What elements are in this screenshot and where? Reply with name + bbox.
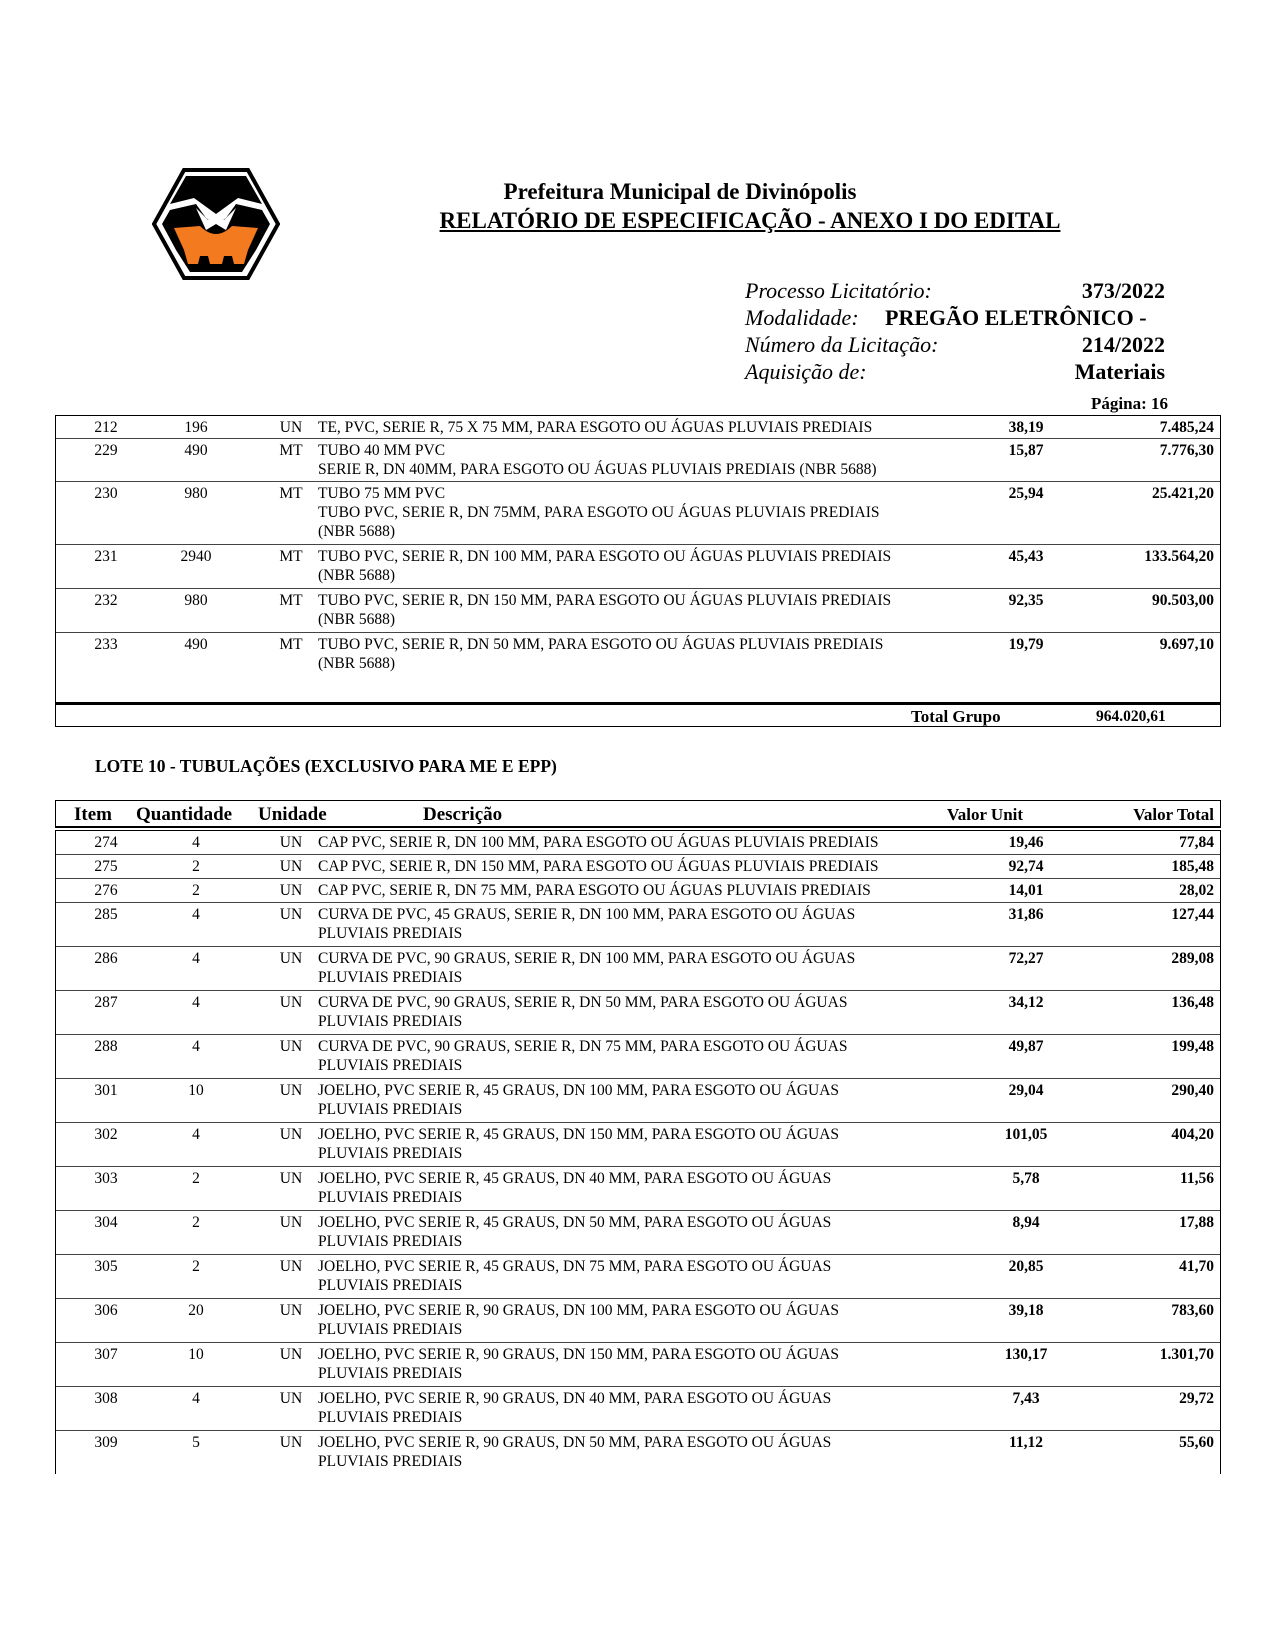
cell-unit-value: 11,12: [1008, 1434, 1044, 1451]
municipal-logo: [152, 168, 280, 280]
cell-desc: CURVA DE PVC, 90 GRAUS, SERIE R, DN 50 MM, PARA ESGOTO OU ÁGUAS PLUVIAIS PREDIAIS: [318, 994, 848, 1030]
cell-qty: 980: [184, 592, 208, 609]
meta-numero: [745, 332, 1165, 358]
cell-total-value: 290,40: [1171, 1082, 1214, 1099]
group-table: [55, 415, 1221, 703]
cell-desc: TUBO 40 MM PVC SERIE R, DN 40MM, PARA ESGOTO OU ÁGUAS PLUVIAIS PREDIAIS (NBR 5688): [318, 442, 877, 478]
cell-desc: JOELHO, PVC SERIE R, 45 GRAUS, DN 100 MM, PARA ESGOTO OU ÁGUAS PLUVIAIS PREDIAIS: [318, 1082, 840, 1118]
meta-processo: [745, 278, 1165, 304]
cell-item: 285: [94, 906, 118, 923]
cell-total-value: 136,48: [1171, 994, 1214, 1011]
cell-item: 288: [94, 1038, 118, 1055]
cell-total-value: 55,60: [1179, 1434, 1214, 1451]
processo-label: Processo Licitatório:: [745, 278, 932, 303]
cell-unit: MT: [279, 636, 303, 653]
table-row: [56, 482, 1220, 545]
cell-total-value: 9.697,10: [1159, 636, 1214, 653]
cell-item: 231: [94, 548, 118, 565]
cell-qty: 2: [192, 1214, 200, 1231]
header-unit-value: Valor Unit: [947, 805, 1024, 824]
cell-unit-value: 130,17: [1004, 1346, 1048, 1363]
cell-total-value: 77,84: [1179, 834, 1214, 851]
table-row: [56, 589, 1220, 633]
cell-unit-value: 29,04: [1008, 1082, 1044, 1099]
cell-unit: MT: [279, 592, 303, 609]
cell-desc: JOELHO, PVC SERIE R, 90 GRAUS, DN 40 MM, PARA ESGOTO OU ÁGUAS PLUVIAIS PREDIAIS: [318, 1390, 832, 1426]
table-row: [56, 439, 1220, 482]
aquisicao-label: Aquisição de:: [745, 359, 867, 384]
cell-unit-value: 19,79: [1008, 636, 1044, 653]
cell-unit: UN: [279, 1082, 303, 1099]
table-row: [56, 1387, 1220, 1431]
cell-desc: TUBO PVC, SERIE R, DN 100 MM, PARA ESGOTO OU ÁGUAS PLUVIAIS PREDIAIS (NBR 5688): [318, 548, 892, 584]
cell-unit-value: 92,35: [1008, 592, 1044, 609]
cell-qty: 4: [192, 1390, 200, 1407]
table-row: [56, 1299, 1220, 1343]
meta-modalidade: [745, 305, 1165, 331]
table-row: [56, 991, 1220, 1035]
cell-total-value: 25.421,20: [1152, 485, 1214, 502]
table-row: [56, 1079, 1220, 1123]
cell-qty: 2940: [180, 548, 212, 565]
cell-total-value: 7.776,30: [1159, 442, 1214, 459]
cell-desc: CURVA DE PVC, 45 GRAUS, SERIE R, DN 100 MM, PARA ESGOTO OU ÁGUAS PLUVIAIS PREDIAIS: [318, 906, 856, 942]
cell-desc: JOELHO, PVC SERIE R, 90 GRAUS, DN 100 MM, PARA ESGOTO OU ÁGUAS PLUVIAIS PREDIAIS: [318, 1302, 840, 1338]
cell-total-value: 11,56: [1179, 1170, 1214, 1187]
cell-qty: 4: [192, 906, 200, 923]
modalidade-label: Modalidade:: [745, 305, 859, 330]
cell-total-value: 404,20: [1171, 1126, 1214, 1143]
cell-unit: MT: [279, 548, 303, 565]
cell-desc: JOELHO, PVC SERIE R, 90 GRAUS, DN 50 MM, PARA ESGOTO OU ÁGUAS PLUVIAIS PREDIAIS: [318, 1434, 832, 1470]
cell-desc: TUBO PVC, SERIE R, DN 150 MM, PARA ESGOTO OU ÁGUAS PLUVIAIS PREDIAIS (NBR 5688): [318, 592, 892, 628]
cell-total-value: 17,88: [1179, 1214, 1214, 1231]
cell-unit-value: 15,87: [1008, 442, 1044, 459]
cell-unit: MT: [279, 442, 303, 459]
header-total-value: Valor Total: [1133, 805, 1214, 824]
cell-unit: UN: [279, 834, 303, 851]
cell-unit-value: 14,01: [1008, 882, 1044, 899]
cell-unit: UN: [279, 1390, 303, 1407]
cell-item: 286: [94, 950, 118, 967]
lote-title: LOTE 10 - TUBULAÇÕES (EXCLUSIVO PARA ME E EPP): [95, 756, 557, 776]
cell-item: 275: [94, 858, 118, 875]
header-qty: Quantidade: [136, 804, 233, 825]
cell-desc: CAP PVC, SERIE R, DN 150 MM, PARA ESGOTO OU ÁGUAS PLUVIAIS PREDIAIS: [318, 858, 879, 875]
cell-unit: UN: [279, 1258, 303, 1275]
cell-unit: UN: [279, 1038, 303, 1055]
table-row: [56, 947, 1220, 991]
cell-item: 306: [94, 1302, 118, 1319]
cell-total-value: 28,02: [1179, 882, 1214, 899]
cell-item: 276: [94, 882, 118, 899]
cell-unit-value: 34,12: [1008, 994, 1044, 1011]
cell-desc: CAP PVC, SERIE R, DN 75 MM, PARA ESGOTO OU ÁGUAS PLUVIAIS PREDIAIS: [318, 882, 871, 899]
cell-unit: MT: [279, 485, 303, 502]
table-row: [56, 1167, 1220, 1211]
cell-unit: UN: [279, 858, 303, 875]
cell-desc: TUBO 75 MM PVC TUBO PVC, SERIE R, DN 75MM, PARA ESGOTO OU ÁGUAS PLUVIAIS PREDIAIS (NBR 5688): [318, 485, 880, 540]
cell-item: 274: [94, 834, 118, 851]
cell-qty: 20: [188, 1302, 204, 1319]
page-title: Prefeitura Municipal de Divinópolis: [503, 179, 857, 204]
cell-desc: TUBO PVC, SERIE R, DN 50 MM, PARA ESGOTO OU ÁGUAS PLUVIAIS PREDIAIS (NBR 5688): [318, 636, 884, 672]
cell-desc: JOELHO, PVC SERIE R, 45 GRAUS, DN 40 MM, PARA ESGOTO OU ÁGUAS PLUVIAIS PREDIAIS: [318, 1170, 832, 1206]
cell-item: 229: [94, 442, 118, 459]
modalidade-value: PREGÃO ELETRÔNICO -: [885, 305, 1147, 330]
table-row: [56, 1431, 1220, 1474]
cell-qty: 4: [192, 994, 200, 1011]
cell-item: 309: [94, 1434, 118, 1451]
cell-qty: 196: [184, 419, 208, 436]
cell-unit-value: 49,87: [1008, 1038, 1044, 1055]
cell-item: 303: [94, 1170, 118, 1187]
cell-total-value: 185,48: [1171, 858, 1214, 875]
cell-unit: UN: [279, 950, 303, 967]
cell-qty: 4: [192, 834, 200, 851]
lote10-table: [55, 830, 1221, 1474]
cell-unit: UN: [279, 1126, 303, 1143]
table-row: [56, 1035, 1220, 1079]
cell-unit-value: 31,86: [1008, 906, 1044, 923]
cell-unit-value: 92,74: [1008, 858, 1044, 875]
cell-desc: CURVA DE PVC, 90 GRAUS, SERIE R, DN 75 MM, PARA ESGOTO OU ÁGUAS PLUVIAIS PREDIAIS: [318, 1038, 848, 1074]
cell-unit-value: 8,94: [1012, 1214, 1040, 1231]
cell-qty: 2: [192, 882, 200, 899]
meta-aquisicao: [745, 359, 1165, 385]
cell-unit: UN: [279, 1302, 303, 1319]
cell-desc: TE, PVC, SERIE R, 75 X 75 MM, PARA ESGOTO OU ÁGUAS PLUVIAIS PREDIAIS: [318, 419, 873, 436]
cell-unit: UN: [279, 906, 303, 923]
cell-item: 302: [94, 1126, 118, 1143]
table-row: [56, 1211, 1220, 1255]
cell-unit-value: 39,18: [1008, 1302, 1044, 1319]
cell-desc: JOELHO, PVC SERIE R, 45 GRAUS, DN 50 MM, PARA ESGOTO OU ÁGUAS PLUVIAIS PREDIAIS: [318, 1214, 832, 1250]
group-total-label: Total Grupo: [911, 707, 1001, 726]
cell-qty: 2: [192, 858, 200, 875]
table-row: [56, 1255, 1220, 1299]
cell-unit-value: 25,94: [1008, 485, 1044, 502]
cell-qty: 4: [192, 1038, 200, 1055]
cell-item: 212: [94, 419, 118, 436]
cell-item: 301: [94, 1082, 118, 1099]
cell-unit: UN: [279, 882, 303, 899]
cell-unit-value: 38,19: [1008, 419, 1044, 436]
table-row: [56, 633, 1220, 702]
cell-qty: 2: [192, 1258, 200, 1275]
cell-desc: JOELHO, PVC SERIE R, 45 GRAUS, DN 150 MM, PARA ESGOTO OU ÁGUAS PLUVIAIS PREDIAIS: [318, 1126, 840, 1162]
cell-item: 305: [94, 1258, 118, 1275]
cell-unit-value: 19,46: [1008, 834, 1044, 851]
cell-qty: 5: [192, 1434, 200, 1451]
header-desc: Descrição: [423, 804, 503, 825]
cell-item: 230: [94, 485, 118, 502]
table-row: [56, 879, 1220, 903]
cell-total-value: 90.503,00: [1152, 592, 1214, 609]
cell-item: 232: [94, 592, 118, 609]
cell-total-value: 29,72: [1179, 1390, 1214, 1407]
table-header: [55, 800, 1221, 828]
cell-unit-value: 101,05: [1004, 1126, 1048, 1143]
table-row: [56, 903, 1220, 947]
cell-unit: UN: [279, 994, 303, 1011]
cell-qty: 2: [192, 1170, 200, 1187]
cell-desc: CAP PVC, SERIE R, DN 100 MM, PARA ESGOTO OU ÁGUAS PLUVIAIS PREDIAIS: [318, 834, 879, 851]
cell-qty: 4: [192, 1126, 200, 1143]
cell-desc: JOELHO, PVC SERIE R, 90 GRAUS, DN 150 MM, PARA ESGOTO OU ÁGUAS PLUVIAIS PREDIAIS: [318, 1346, 840, 1382]
cell-total-value: 127,44: [1171, 906, 1214, 923]
table-row: [56, 416, 1220, 439]
cell-qty: 10: [188, 1346, 204, 1363]
cell-item: 307: [94, 1346, 118, 1363]
cell-unit-value: 45,43: [1008, 548, 1044, 565]
processo-value: 373/2022: [1081, 278, 1165, 303]
cell-item: 287: [94, 994, 118, 1011]
cell-unit-value: 20,85: [1008, 1258, 1044, 1275]
table-row: [56, 1343, 1220, 1387]
cell-unit: UN: [279, 1434, 303, 1451]
cell-total-value: 41,70: [1179, 1258, 1214, 1275]
cell-total-value: 199,48: [1171, 1038, 1214, 1055]
cell-item: 308: [94, 1390, 118, 1407]
table-row: [56, 1123, 1220, 1167]
cell-unit: UN: [279, 1346, 303, 1363]
report-subtitle: RELATÓRIO DE ESPECIFICAÇÃO - ANEXO I DO EDITAL: [439, 208, 1061, 233]
cell-unit: UN: [279, 419, 303, 436]
table-row: [56, 831, 1220, 855]
cell-total-value: 1.301,70: [1159, 1346, 1214, 1363]
cell-unit-value: 72,27: [1008, 950, 1044, 967]
cell-unit: UN: [279, 1214, 303, 1231]
group-total-value: 964.020,61: [1096, 708, 1166, 725]
cell-qty: 4: [192, 950, 200, 967]
cell-qty: 980: [184, 485, 208, 502]
table-row: [56, 545, 1220, 589]
aquisicao-value: Materiais: [1074, 359, 1165, 384]
header-unit: Unidade: [258, 804, 327, 825]
cell-item: 233: [94, 636, 118, 653]
cell-item: 304: [94, 1214, 118, 1231]
cell-unit-value: 7,43: [1012, 1390, 1040, 1407]
cell-desc: JOELHO, PVC SERIE R, 45 GRAUS, DN 75 MM, PARA ESGOTO OU ÁGUAS PLUVIAIS PREDIAIS: [318, 1258, 832, 1294]
numero-value: 214/2022: [1081, 332, 1165, 357]
table-row: [56, 855, 1220, 879]
cell-total-value: 133.564,20: [1144, 548, 1214, 565]
header-item: Item: [74, 804, 112, 825]
group-total-row: [55, 703, 1221, 727]
cell-total-value: 7.485,24: [1159, 419, 1214, 436]
numero-label: Número da Licitação:: [745, 332, 939, 357]
cell-unit-value: 5,78: [1012, 1170, 1040, 1187]
cell-qty: 490: [184, 442, 208, 459]
cell-total-value: 783,60: [1171, 1302, 1214, 1319]
cell-qty: 10: [188, 1082, 204, 1099]
page-number: Página: 16: [1091, 394, 1168, 413]
cell-qty: 490: [184, 636, 208, 653]
cell-unit: UN: [279, 1170, 303, 1187]
cell-desc: CURVA DE PVC, 90 GRAUS, SERIE R, DN 100 MM, PARA ESGOTO OU ÁGUAS PLUVIAIS PREDIAIS: [318, 950, 856, 986]
cell-total-value: 289,08: [1171, 950, 1214, 967]
